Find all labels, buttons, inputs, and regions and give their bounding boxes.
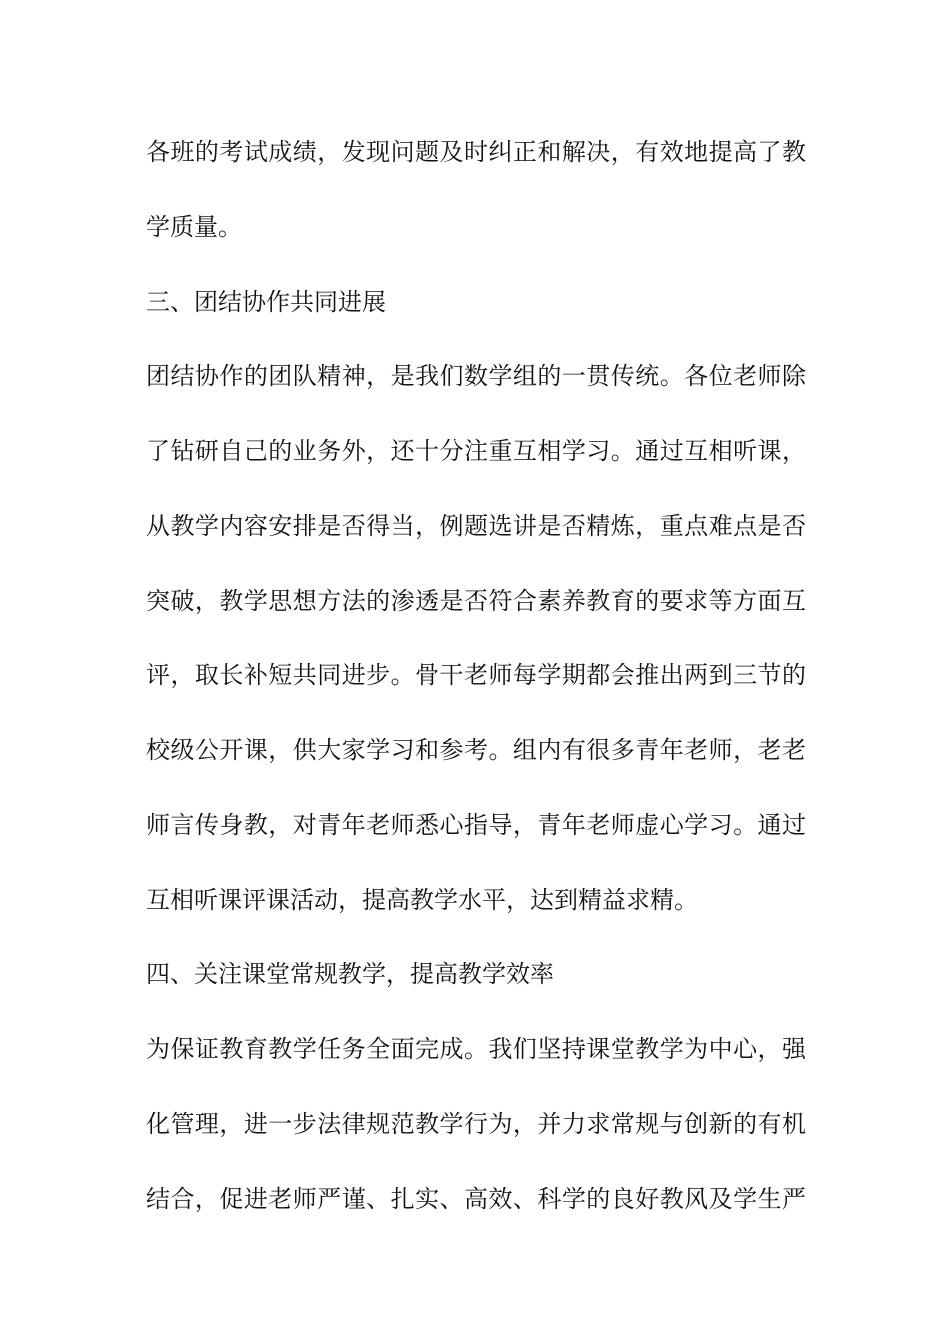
paragraph-line: 校级公开课，供大家学习和参考。组内有很多青年老师，老老 bbox=[146, 736, 806, 764]
paragraph-line: 结合，促进老师严谨、扎实、高效、科学的良好教风及学生严 bbox=[146, 1185, 806, 1213]
paragraph-line: 团结协作的团队精神，是我们数学组的一贯传统。各位老师除 bbox=[146, 362, 806, 390]
paragraph-line: 学质量。 bbox=[146, 213, 242, 241]
paragraph-line: 各班的考试成绩，发现问题及时纠正和解决，有效地提高了教 bbox=[146, 138, 806, 166]
paragraph-line: 互相听课评课活动，提高教学水平，达到精益求精。 bbox=[146, 886, 698, 914]
paragraph-line: 师言传身教，对青年老师悉心指导，青年老师虚心学习。通过 bbox=[146, 811, 806, 839]
paragraph-line: 从教学内容安排是否得当，例题选讲是否精炼，重点难点是否 bbox=[146, 512, 806, 540]
section-heading: 四、关注课堂常规教学，提高教学效率 bbox=[146, 960, 554, 988]
paragraph-line: 评，取长补短共同进步。骨干老师每学期都会推出两到三节的 bbox=[146, 661, 806, 689]
paragraph-line: 突破，教学思想方法的渗透是否符合素养教育的要求等方面互 bbox=[146, 587, 806, 615]
section-heading: 三、团结协作共同进展 bbox=[146, 288, 386, 316]
paragraph-line: 为保证教育教学任务全面完成。我们坚持课堂教学为中心，强 bbox=[146, 1035, 806, 1063]
paragraph-line: 化管理，进一步法律规范教学行为，并力求常规与创新的有机 bbox=[146, 1110, 806, 1138]
paragraph-line: 了钻研自己的业务外，还十分注重互相学习。通过互相听课， bbox=[146, 437, 806, 465]
